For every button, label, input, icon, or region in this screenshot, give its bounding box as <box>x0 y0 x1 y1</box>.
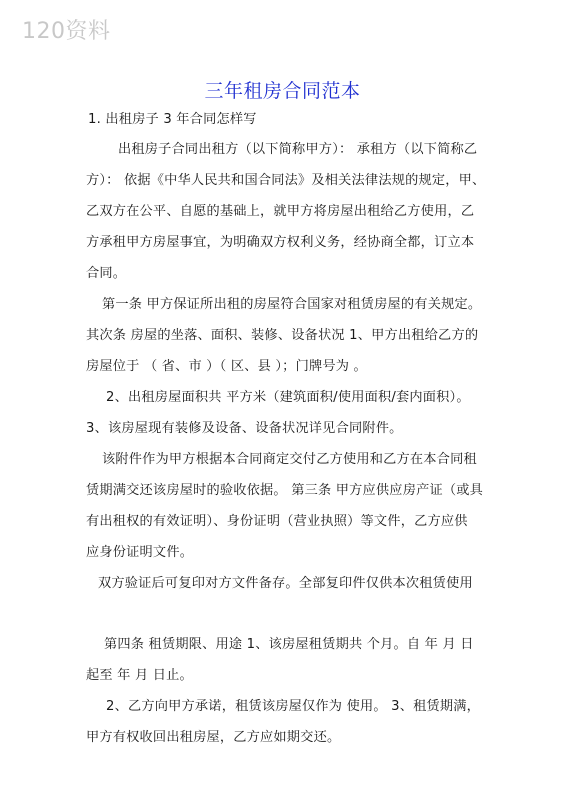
paragraph-line: 合同。 <box>86 266 127 281</box>
section-heading: 1. 出租房子 3 年合同怎样写 <box>88 112 257 127</box>
paragraph-line: 2、乙方向甲方承诺，租赁该房屋仅作为 使用。 3、租赁期满， <box>106 699 481 714</box>
paragraph-line: 双方验证后可复印对方文件备存。全部复印件仅供本次租赁使用 <box>98 576 473 591</box>
paragraph-line: 2、出租房屋面积共 平方米（建筑面积/使用面积/套内面积）。 <box>106 390 470 405</box>
paragraph-line: 第四条 租赁期限、用途 1、该房屋租赁期共 个月。自 年 月 日 <box>104 637 474 652</box>
paragraph-line: 方承租甲方房屋事宜，为明确双方权利义务，经协商全都，订立本 <box>86 235 475 250</box>
paragraph-line: 该附件作为甲方根据本合同商定交付乙方使用和乙方在本合同租 <box>102 452 477 467</box>
paragraph-line: 起至 年 月 日止。 <box>86 668 193 683</box>
paragraph-line: 甲方有权收回出租房屋，乙方应如期交还。 <box>86 730 341 745</box>
paragraph-line: 赁期满交还该房屋时的验收依据。 第三条 甲方应供应房产证（或具 <box>86 483 484 498</box>
paragraph-line: 方）： 依据《中华人民共和国合同法》及相关法律法规的规定，甲、 <box>86 173 486 188</box>
paragraph-line: 其次条 房屋的坐落、面积、装修、设备状况 1、甲方出租给乙方的 <box>86 328 479 343</box>
paragraph-line: 乙双方在公平、自愿的基础上，就甲方将房屋出租给乙方使用，乙 <box>86 204 475 219</box>
paragraph-line: 有出租权的有效证明）、身份证明（营业执照）等文件，乙方应供 <box>86 514 468 529</box>
paragraph-line: 第一条 甲方保证所出租的房屋符合国家对租赁房屋的有关规定。 <box>102 297 482 312</box>
paragraph-line: 出租房子合同出租方（以下简称甲方）： 承租方（以下简称乙 <box>118 142 478 157</box>
paragraph-line: 房屋位于 （ 省、市 ）（ 区、县 ）；门牌号为 。 <box>86 359 367 374</box>
document-title: 三年租房合同范本 <box>204 80 361 102</box>
paragraph-line: 应身份证明文件。 <box>86 545 194 560</box>
paragraph-line: 3、该房屋现有装修及设备、设备状况详见合同附件。 <box>86 421 403 436</box>
watermark: 120资料 <box>22 19 111 44</box>
